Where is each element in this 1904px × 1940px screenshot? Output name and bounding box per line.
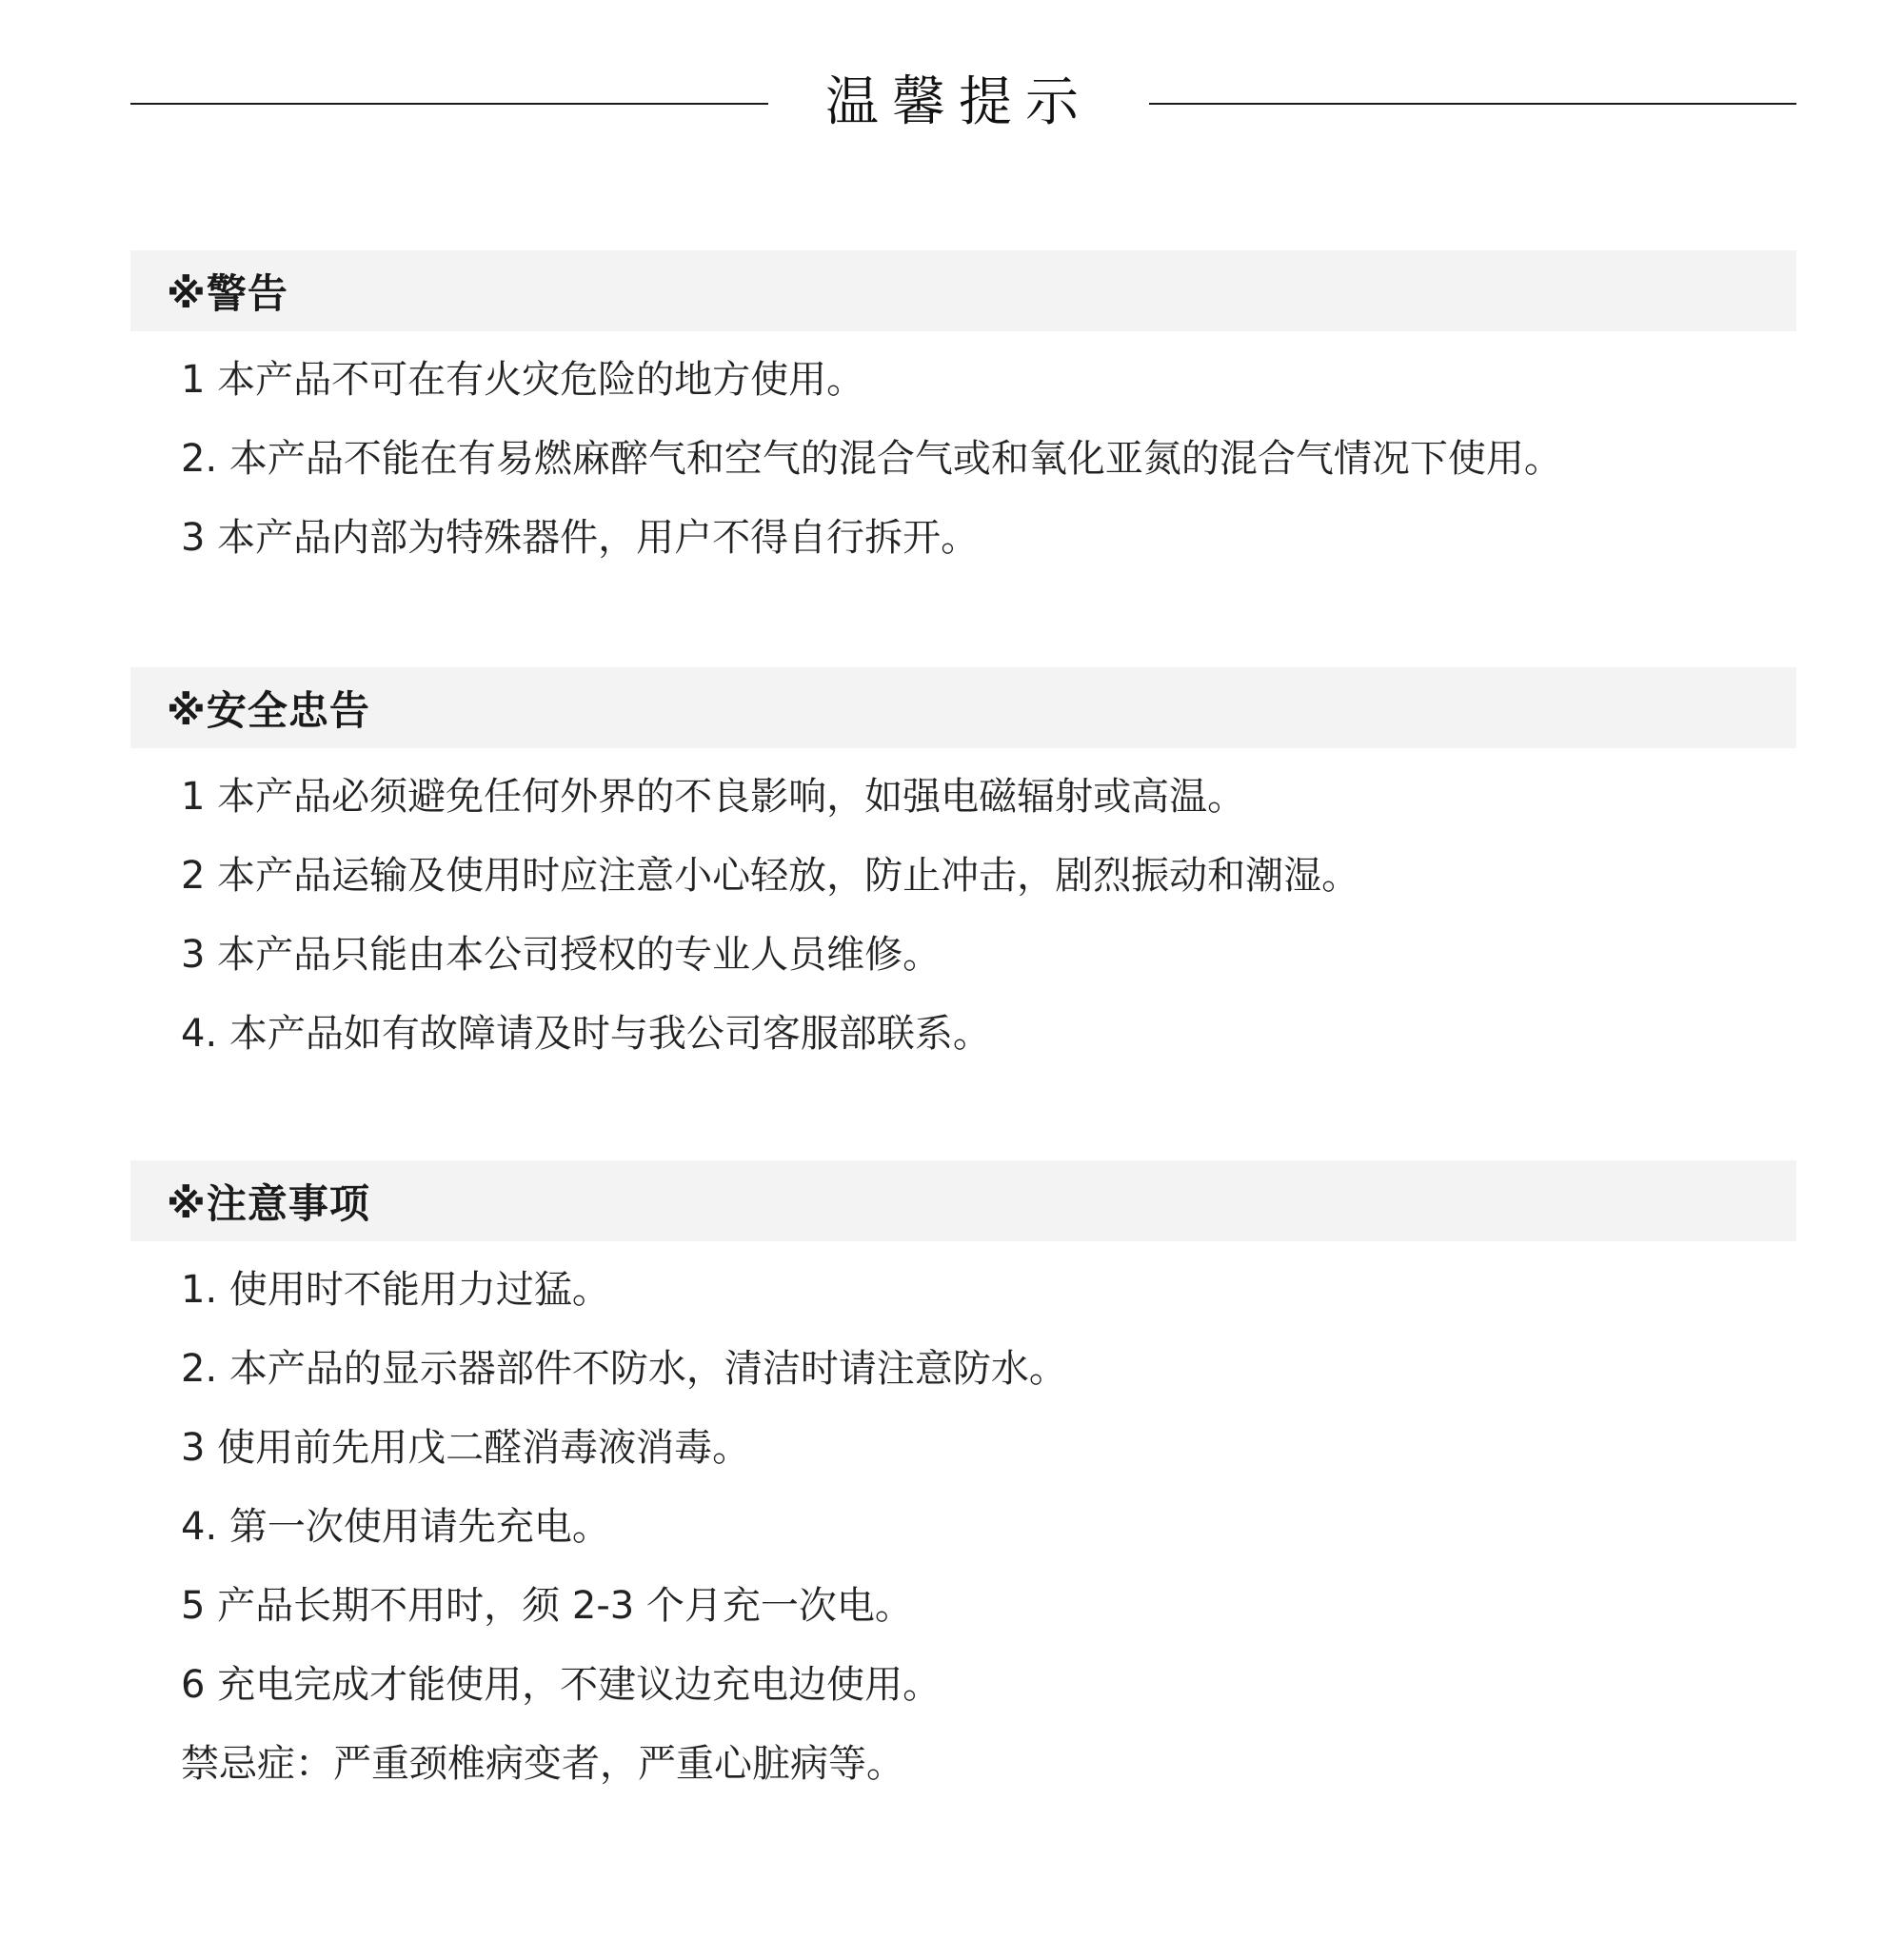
list-item: 4. 第一次使用请先充电。 — [181, 1505, 610, 1549]
list-item: 1 本产品必须避免任何外界的不良影响，如强电磁辐射或高温。 — [181, 775, 1246, 819]
list-item: 2. 本产品不能在有易燃麻醉气和空气的混合气或和氧化亚氮的混合气情况下使用。 — [181, 437, 1562, 481]
page-header — [130, 55, 1796, 150]
section-precautions — [130, 1160, 1796, 1804]
item-list — [130, 1241, 1796, 1804]
list-item: 2. 本产品的显示器部件不防水，清洁时请注意防水。 — [181, 1347, 1067, 1391]
list-item: 禁忌症：严重颈椎病变者，严重心脏病等。 — [181, 1742, 904, 1786]
list-item: 3 本产品只能由本公司授权的专业人员维修。 — [181, 933, 942, 977]
list-item: 6 充电完成才能使用，不建议边充电边使用。 — [181, 1663, 942, 1707]
list-item: 3 使用前先用戊二醛消毒液消毒。 — [181, 1426, 751, 1470]
header-divider-left — [130, 103, 768, 105]
list-item: 4. 本产品如有故障请及时与我公司客服部联系。 — [181, 1012, 991, 1056]
header-divider-right — [1149, 103, 1796, 105]
list-item: 1. 使用时不能用力过猛。 — [181, 1268, 610, 1312]
list-item: 1 本产品不可在有火灾危险的地方使用。 — [181, 358, 865, 402]
section-header — [130, 667, 1796, 748]
section-header — [130, 250, 1796, 331]
item-list — [130, 748, 1796, 1074]
section-warning — [130, 250, 1796, 578]
section-title: ※注意事项 — [167, 1179, 370, 1227]
section-title: ※警告 — [167, 269, 288, 317]
list-item: 2 本产品运输及使用时应注意小心轻放，防止冲击，剧烈振动和潮湿。 — [181, 854, 1360, 898]
list-item: 5 产品长期不用时，须 2-3 个月充一次电。 — [181, 1584, 913, 1628]
section-header — [130, 1160, 1796, 1241]
page-title: 温馨提示 — [825, 71, 1092, 133]
item-list — [130, 331, 1796, 578]
section-safety-advice — [130, 667, 1796, 1074]
section-title: ※安全忠告 — [167, 686, 370, 734]
list-item: 3 本产品内部为特殊器件，用户不得自行拆开。 — [181, 516, 980, 560]
